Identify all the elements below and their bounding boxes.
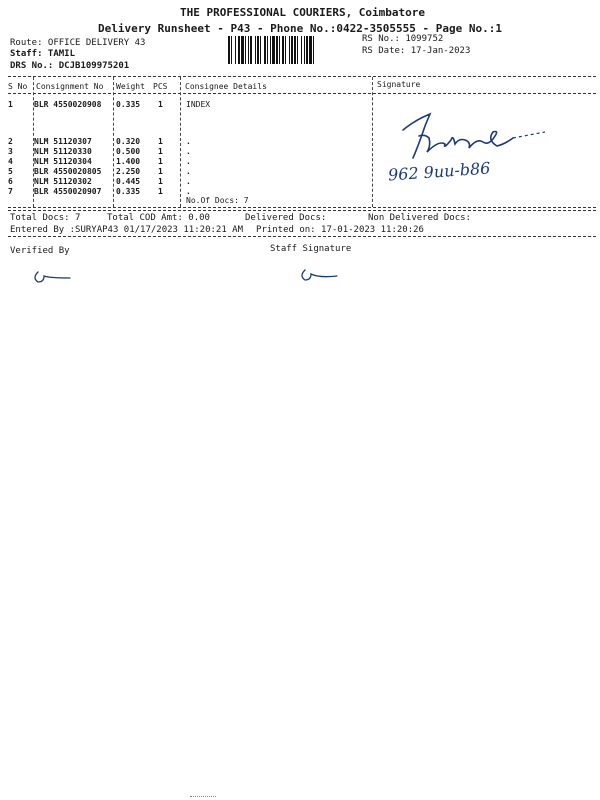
row-consignment: BLR 4550020907: [34, 187, 102, 196]
rs-number: RS No.: 1099752: [362, 34, 444, 44]
barcode-bar: [282, 36, 284, 64]
totals-top-rule: [8, 210, 596, 211]
company-title: THE PROFESSIONAL COURIERS, Coimbatore: [180, 6, 426, 19]
row-consignment: BLR 4550020805: [34, 167, 102, 176]
staff-label: Staff: TAMIL: [10, 49, 76, 59]
row-sno: 3: [8, 147, 13, 156]
table-row: [8, 167, 368, 176]
barcode-bar: [297, 36, 298, 64]
table-header-rule: [8, 93, 596, 94]
drs-number: DRS No.: DCJB109975201: [10, 61, 130, 71]
barcode-bar: [289, 36, 290, 64]
barcode-bar: [255, 36, 256, 64]
col-divider: [372, 77, 373, 207]
table-top-rule: [8, 76, 596, 77]
total-cod-amount: Total COD Amt: 0.00: [107, 213, 210, 223]
runsheet-title: Delivery Runsheet - P43 - Phone No.:0422-3505555 - Page No.:1: [98, 22, 502, 35]
row-weight: 0.500: [116, 147, 141, 156]
row-consignment: NLM 51120307: [34, 137, 92, 146]
no-of-docs: No.Of Docs: 7: [186, 196, 249, 205]
barcode-bar: [279, 36, 280, 64]
row-consignment: NLM 51120302: [34, 177, 92, 186]
row-sno: 4: [8, 157, 13, 166]
footer-rule: [8, 236, 596, 237]
entered-by: Entered By :SURYAP43 01/17/2023 11:20:21 AM: [10, 225, 243, 235]
staff-initials-image: [297, 264, 347, 284]
totals-top-rule: [8, 207, 596, 208]
verifier-initials-image: [30, 266, 80, 286]
delivered-docs: Delivered Docs:: [245, 213, 327, 223]
table-row: [8, 100, 368, 109]
non-delivered-docs: Non Delivered Docs:: [368, 213, 471, 223]
barcode-bar: [264, 36, 266, 64]
table-row: [8, 147, 368, 156]
row-details: .: [186, 157, 191, 166]
bottom-scan-mark: [190, 796, 216, 797]
col-consignment-header: Consignment No: [36, 82, 104, 91]
row-sno: 7: [8, 187, 13, 196]
col-signature-header: Signature: [377, 80, 421, 89]
barcode-bar: [301, 36, 302, 64]
barcode-bar: [291, 36, 293, 64]
row-sno: 1: [8, 100, 13, 109]
row-details: .: [186, 177, 191, 186]
row-weight: 0.445: [116, 177, 141, 186]
barcode-bar: [285, 36, 286, 64]
row-details: .: [186, 147, 191, 156]
barcode-bar: [245, 36, 246, 64]
barcode-bar: [272, 36, 275, 64]
barcode-bar: [248, 36, 249, 64]
verified-by-label: Verified By: [10, 246, 70, 256]
row-consignment: NLM 51120330: [34, 147, 92, 156]
row-details: .: [186, 137, 191, 146]
barcode-bar: [250, 36, 252, 64]
row-pcs: 1: [158, 137, 163, 146]
route-label: Route: OFFICE DELIVERY 43: [10, 38, 146, 48]
barcode-bar: [270, 36, 271, 64]
delivery-signature-image: [385, 100, 555, 200]
row-weight: 1.400: [116, 157, 141, 166]
barcode-bar: [309, 36, 312, 64]
barcode-bar: [231, 36, 232, 64]
row-sno: 6: [8, 177, 13, 186]
row-weight: 0.335: [116, 100, 141, 109]
barcode-bar: [276, 36, 278, 64]
barcode-bar: [306, 36, 308, 64]
row-weight: 0.320: [116, 137, 141, 146]
row-pcs: 1: [158, 157, 163, 166]
row-pcs: 1: [158, 100, 163, 109]
row-pcs: 1: [158, 147, 163, 156]
row-details: .: [186, 167, 191, 176]
barcode-bar: [241, 36, 244, 64]
handwritten-phone: 962 9uu-b86: [387, 158, 491, 185]
barcode-bar: [235, 36, 236, 64]
row-pcs: 1: [158, 177, 163, 186]
row-pcs: 1: [158, 167, 163, 176]
barcode-bar: [267, 36, 268, 64]
row-consignment: BLR 4550020908: [34, 100, 102, 109]
row-sno: 2: [8, 137, 13, 146]
col-sno-header: S No: [8, 82, 28, 91]
col-weight-header: Weight: [116, 82, 145, 91]
table-row: [8, 137, 368, 146]
barcode-bar: [294, 36, 296, 64]
row-details: INDEX: [186, 100, 211, 109]
table-row: [8, 187, 368, 196]
barcode-bar: [304, 36, 305, 64]
barcode-bar: [257, 36, 259, 64]
row-details: .: [186, 187, 191, 196]
row-consignment: NLM 51120304: [34, 157, 92, 166]
barcode-bar: [260, 36, 261, 64]
barcode-bar: [228, 36, 230, 64]
table-row: [8, 157, 368, 166]
staff-signature-label: Staff Signature: [270, 244, 352, 254]
row-pcs: 1: [158, 187, 163, 196]
total-docs: Total Docs: 7: [10, 213, 81, 223]
printed-on: Printed on: 17-01-2023 11:20:26: [256, 225, 424, 235]
row-sno: 5: [8, 167, 13, 176]
barcode-bar: [313, 36, 314, 64]
rs-date: RS Date: 17-Jan-2023: [362, 46, 471, 56]
row-weight: 2.250: [116, 167, 141, 176]
col-pcs-header: PCS: [153, 82, 168, 91]
col-details-header: Consignee Details: [185, 82, 267, 91]
row-weight: 0.335: [116, 187, 141, 196]
table-row: [8, 177, 368, 186]
barcode-bar: [238, 36, 240, 64]
barcode-image: [228, 36, 356, 64]
